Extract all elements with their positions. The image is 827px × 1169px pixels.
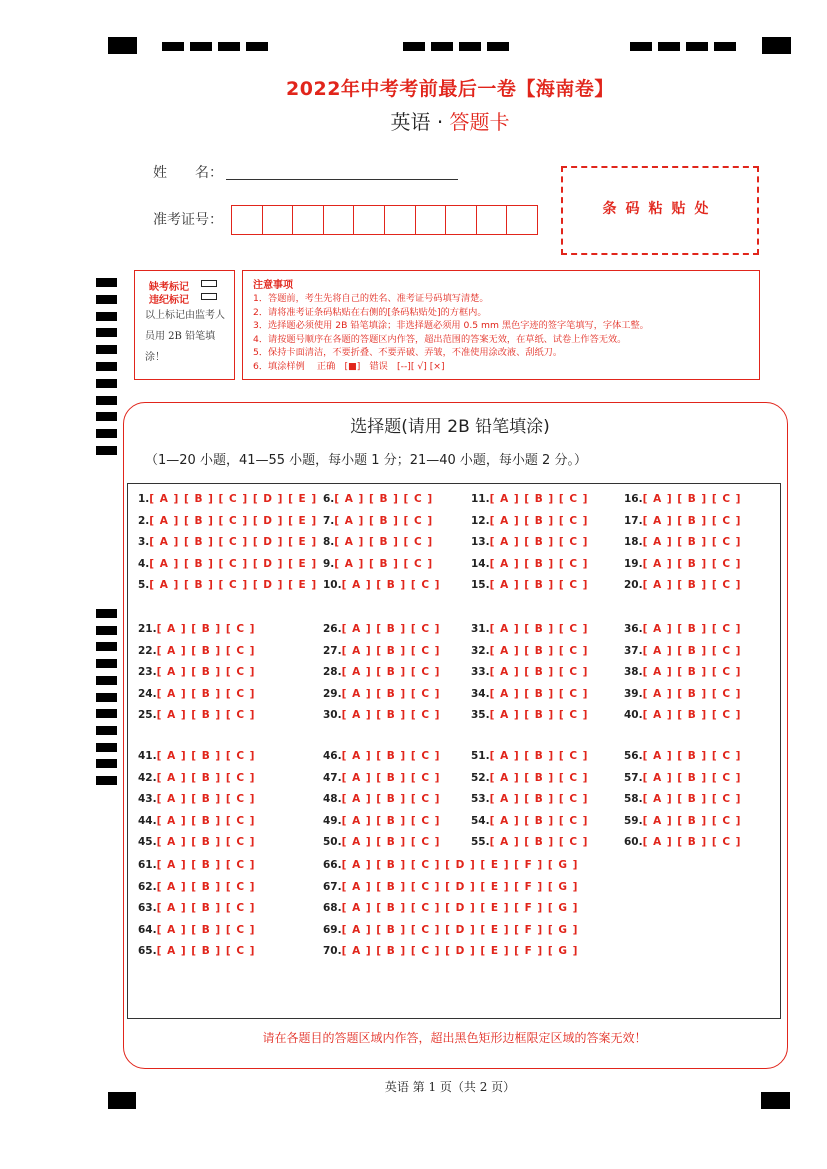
answer-options[interactable]: [ A ] [ B ] [ C ] <box>642 709 742 722</box>
timing-mark <box>762 37 791 54</box>
question-45[interactable] <box>138 836 255 848</box>
timing-mark <box>96 642 117 651</box>
question-38[interactable] <box>624 666 741 678</box>
violation-mark-square[interactable] <box>201 293 217 300</box>
answer-options[interactable]: [ A ] [ B ] [ C ] <box>642 836 742 849</box>
answer-options[interactable]: [ A ] [ B ] [ C ] <box>156 687 256 700</box>
answer-options[interactable]: [ A ] [ B ] [ C ] <box>642 514 742 527</box>
question-number: 45. <box>138 836 157 849</box>
question-13[interactable] <box>471 536 588 548</box>
question-number: 62. <box>138 880 157 893</box>
answer-options[interactable]: [ A ] [ B ] [ C ] <box>156 859 256 871</box>
answer-options[interactable]: [ A ] [ B ] [ C ] <box>489 836 589 849</box>
question-number: 17. <box>624 514 643 527</box>
timing-mark <box>658 42 680 51</box>
absent-mark-square[interactable] <box>201 280 217 287</box>
question-number: 36. <box>624 623 643 635</box>
answer-options[interactable]: [ A ] [ B ] [ C ] <box>642 793 742 806</box>
question-36[interactable] <box>624 623 741 635</box>
question-25[interactable] <box>138 709 255 721</box>
question-number: 35. <box>471 709 490 722</box>
question-70[interactable] <box>323 945 578 957</box>
id-digit-box[interactable] <box>507 206 537 234</box>
question-17[interactable] <box>624 515 741 527</box>
question-number: 53. <box>471 793 490 806</box>
answer-options[interactable]: [ A ] [ B ] [ C ] <box>156 923 256 936</box>
answer-options[interactable]: [ A ] [ B ] [ C ] <box>341 687 441 700</box>
question-65[interactable] <box>138 945 255 957</box>
id-digit-box[interactable] <box>263 206 294 234</box>
question-number: 13. <box>471 536 490 549</box>
question-26[interactable] <box>323 623 440 635</box>
id-digit-box[interactable] <box>385 206 416 234</box>
question-number: 61. <box>138 859 157 871</box>
question-63[interactable] <box>138 902 255 914</box>
id-digit-box[interactable] <box>416 206 447 234</box>
answer-options[interactable]: [ A ] [ B ] [ C ] <box>642 493 742 505</box>
question-number: 19. <box>624 557 643 570</box>
timing-mark <box>190 42 212 51</box>
id-digit-box[interactable] <box>324 206 355 234</box>
answer-options[interactable]: [ A ] [ B ] [ C ] <box>334 493 434 505</box>
answer-options[interactable]: [ A ] [ B ] [ C ] <box>642 557 742 570</box>
question-67[interactable] <box>323 881 578 893</box>
absent-label: 缺考标记 <box>149 282 189 293</box>
question-number: 18. <box>624 536 643 549</box>
answer-options[interactable]: [ A ] [ B ] [ C ] <box>156 880 256 893</box>
timing-mark <box>431 42 453 51</box>
answer-options[interactable]: [ A ] [ B ] [ C ] <box>341 750 441 762</box>
question-15[interactable] <box>471 579 588 591</box>
question-number: 2. <box>138 514 150 527</box>
notes-title: 注意事项 <box>253 280 293 291</box>
question-number: 48. <box>323 793 342 806</box>
question-21[interactable] <box>138 623 255 635</box>
question-number: 30. <box>323 709 342 722</box>
question-19[interactable] <box>624 558 741 570</box>
answer-options[interactable]: [ A ] [ B ] [ C ] [ D ] [ E ] [ F ] [ G ] <box>341 945 579 958</box>
answer-options[interactable]: [ A ] [ B ] [ C ] <box>489 514 589 527</box>
timing-mark <box>96 295 117 304</box>
question-46[interactable] <box>323 750 440 762</box>
question-18[interactable] <box>624 536 741 548</box>
answer-options[interactable]: [ A ] [ B ] [ C ] <box>489 709 589 722</box>
answer-options[interactable]: [ A ] [ B ] [ C ] <box>341 666 441 679</box>
warning-text: 请在各题目的答题区域内作答，超出黑色矩形边框限定区域的答案无效！ <box>262 1031 647 1045</box>
question-16[interactable] <box>624 493 741 505</box>
answer-options[interactable]: [ A ] [ B ] [ C ] <box>341 623 441 635</box>
question-62[interactable] <box>138 881 255 893</box>
question-43[interactable] <box>138 793 255 805</box>
question-39[interactable] <box>624 688 741 700</box>
question-8[interactable] <box>323 536 433 548</box>
notes-item: 6．填涂样例 正确 [■] 错误 [--][ √] [×] <box>253 360 445 372</box>
question-68[interactable] <box>323 902 578 914</box>
question-number: 12. <box>471 514 490 527</box>
answer-options[interactable]: [ A ] [ B ] [ C ] <box>156 644 256 657</box>
question-50[interactable] <box>323 836 440 848</box>
answer-options[interactable]: [ A ] [ B ] [ C ] <box>156 902 256 915</box>
question-number: 26. <box>323 623 342 635</box>
question-42[interactable] <box>138 772 255 784</box>
question-number: 60. <box>624 836 643 849</box>
answer-options[interactable]: [ A ] [ B ] [ C ] <box>341 579 441 592</box>
question-53[interactable] <box>471 793 588 805</box>
question-number: 10. <box>323 579 342 592</box>
answer-options[interactable]: [ A ] [ B ] [ C ] <box>341 771 441 784</box>
answer-options[interactable]: [ A ] [ B ] [ C ] <box>489 623 589 635</box>
timing-mark <box>96 362 117 371</box>
timing-mark <box>108 37 137 54</box>
answer-options[interactable]: [ A ] [ B ] [ C ] [ D ] [ E ] [ F ] [ G ] <box>341 923 579 936</box>
timing-mark <box>96 328 117 337</box>
question-number: 3. <box>138 536 150 549</box>
notes-item: 3．选择题必须使用 2B 铅笔填涂；非选择题必须用 0.5 mm 黑色字迹的签字笔填写，字体工整。 <box>253 320 649 332</box>
question-31[interactable] <box>471 623 588 635</box>
question-number: 54. <box>471 814 490 827</box>
question-number: 14. <box>471 557 490 570</box>
answer-options[interactable]: [ A ] [ B ] [ C ] <box>489 687 589 700</box>
id-number-boxes[interactable] <box>231 205 538 235</box>
timing-mark <box>246 42 268 51</box>
answer-options[interactable]: [ A ] [ B ] [ C ] <box>489 557 589 570</box>
id-digit-box[interactable] <box>446 206 477 234</box>
answer-options[interactable]: [ A ] [ B ] [ C ] <box>341 793 441 806</box>
section-title: 选择题(请用 2B 铅笔填涂) <box>350 417 550 437</box>
absent-note: 以上标记由监考人员用 2B 铅笔填涂！ <box>145 310 225 363</box>
id-label: 准考证号： <box>153 212 223 228</box>
id-digit-box[interactable] <box>232 206 263 234</box>
question-number: 52. <box>471 771 490 784</box>
question-number: 66. <box>323 859 342 871</box>
answer-options[interactable]: [ A ] [ B ] [ C ] <box>642 644 742 657</box>
question-4[interactable] <box>138 558 317 570</box>
timing-mark <box>96 278 117 287</box>
timing-mark <box>218 42 240 51</box>
absent-mark-box <box>134 270 235 380</box>
question-number: 57. <box>624 771 643 784</box>
question-number: 64. <box>138 923 157 936</box>
answer-options[interactable]: [ A ] [ B ] [ C ] <box>341 836 441 849</box>
notes-item: 4．请按题号顺序在各题的答题区内作答，超出范围的答案无效，在草纸、试卷上作答无效。 <box>253 333 627 345</box>
id-digit-box[interactable] <box>293 206 324 234</box>
page-title: 2022年中考考前最后一卷【海南卷】 <box>286 78 614 100</box>
question-number: 1. <box>138 493 150 505</box>
question-61[interactable] <box>138 859 255 871</box>
question-1[interactable] <box>138 493 317 505</box>
page-footer: 英语 第 1 页（共 2 页） <box>384 1080 516 1094</box>
subject-name: 英语 <box>390 110 431 134</box>
question-56[interactable] <box>624 750 741 762</box>
answer-options[interactable]: [ A ] [ B ] [ C ] <box>489 493 589 505</box>
timing-mark <box>459 42 481 51</box>
question-3[interactable] <box>138 536 317 548</box>
question-number: 6. <box>323 493 335 505</box>
question-number: 21. <box>138 623 157 635</box>
question-number: 24. <box>138 687 157 700</box>
question-number: 29. <box>323 687 342 700</box>
name-label: 姓 名： <box>153 165 223 181</box>
question-32[interactable] <box>471 645 588 657</box>
question-12[interactable] <box>471 515 588 527</box>
answer-options[interactable]: [ A ] [ B ] [ C ] <box>156 666 256 679</box>
question-23[interactable] <box>138 666 255 678</box>
answer-options[interactable]: [ A ] [ B ] [ C ] <box>642 687 742 700</box>
question-number: 68. <box>323 902 342 915</box>
question-41[interactable] <box>138 750 255 762</box>
answer-options[interactable]: [ A ] [ B ] [ C ] <box>341 709 441 722</box>
question-28[interactable] <box>323 666 440 678</box>
answer-options[interactable]: [ A ] [ B ] [ C ] <box>156 771 256 784</box>
answer-options[interactable]: [ A ] [ B ] [ C ] <box>489 793 589 806</box>
answer-options[interactable]: [ A ] [ B ] [ C ] [ D ] [ E ] <box>149 493 318 505</box>
id-digit-box[interactable] <box>477 206 508 234</box>
question-number: 9. <box>323 557 335 570</box>
question-number: 34. <box>471 687 490 700</box>
question-57[interactable] <box>624 772 741 784</box>
question-9[interactable] <box>323 558 433 570</box>
question-number: 56. <box>624 750 643 762</box>
answer-options[interactable]: [ A ] [ B ] [ C ] [ D ] [ E ] <box>149 536 318 549</box>
answer-options[interactable]: [ A ] [ B ] [ C ] <box>489 579 589 592</box>
timing-mark <box>96 743 117 752</box>
answer-options[interactable]: [ A ] [ B ] [ C ] <box>642 666 742 679</box>
timing-mark <box>96 676 117 685</box>
answer-options[interactable]: [ A ] [ B ] [ C ] <box>642 536 742 549</box>
question-number: 55. <box>471 836 490 849</box>
question-49[interactable] <box>323 815 440 827</box>
question-7[interactable] <box>323 515 433 527</box>
timing-mark <box>96 709 117 718</box>
answer-options[interactable]: [ A ] [ B ] [ C ] <box>642 771 742 784</box>
question-40[interactable] <box>624 709 741 721</box>
question-number: 38. <box>624 666 643 679</box>
answer-options[interactable]: [ A ] [ B ] [ C ] [ D ] [ E ] [ F ] [ G ] <box>341 859 579 871</box>
answer-options[interactable]: [ A ] [ B ] [ C ] [ D ] [ E ] <box>149 579 318 592</box>
question-number: 8. <box>323 536 335 549</box>
question-number: 59. <box>624 814 643 827</box>
answer-options[interactable]: [ A ] [ B ] [ C ] <box>341 814 441 827</box>
timing-mark <box>686 42 708 51</box>
answer-options[interactable]: [ A ] [ B ] [ C ] [ D ] [ E ] [ F ] [ G ] <box>341 880 579 893</box>
question-27[interactable] <box>323 645 440 657</box>
timing-mark <box>96 345 117 354</box>
timing-mark <box>96 693 117 702</box>
answer-options[interactable]: [ A ] [ B ] [ C ] <box>642 750 742 762</box>
question-number: 4. <box>138 557 150 570</box>
answer-options[interactable]: [ A ] [ B ] [ C ] <box>489 536 589 549</box>
question-number: 44. <box>138 814 157 827</box>
question-number: 46. <box>323 750 342 762</box>
question-number: 49. <box>323 814 342 827</box>
notes-item: 2．请将准考证条码粘贴在右侧的[条码粘贴处]的方框内。 <box>253 306 487 318</box>
answer-options[interactable]: [ A ] [ B ] [ C ] <box>156 836 256 849</box>
timing-mark <box>96 659 117 668</box>
timing-mark <box>96 379 117 388</box>
question-14[interactable] <box>471 558 588 570</box>
timing-mark <box>96 776 117 785</box>
question-number: 65. <box>138 945 157 958</box>
answer-options[interactable]: [ A ] [ B ] [ C ] <box>642 579 742 592</box>
timing-mark <box>96 726 117 735</box>
subtitle-dot: · <box>436 110 444 134</box>
answer-options[interactable]: [ A ] [ B ] [ C ] <box>156 793 256 806</box>
question-48[interactable] <box>323 793 440 805</box>
answer-options[interactable]: [ A ] [ B ] [ C ] [ D ] [ E ] <box>149 514 318 527</box>
card-label: 答题卡 <box>449 110 510 134</box>
question-number: 63. <box>138 902 157 915</box>
question-35[interactable] <box>471 709 588 721</box>
question-29[interactable] <box>323 688 440 700</box>
question-24[interactable] <box>138 688 255 700</box>
notes-box <box>242 270 760 380</box>
question-number: 11. <box>471 493 490 505</box>
name-field[interactable] <box>226 178 458 180</box>
question-number: 51. <box>471 750 490 762</box>
question-number: 39. <box>624 687 643 700</box>
question-58[interactable] <box>624 793 741 805</box>
question-number: 25. <box>138 709 157 722</box>
question-60[interactable] <box>624 836 741 848</box>
answer-options[interactable]: [ A ] [ B ] [ C ] <box>489 750 589 762</box>
question-47[interactable] <box>323 772 440 784</box>
timing-mark <box>96 396 117 405</box>
question-11[interactable] <box>471 493 588 505</box>
answer-options[interactable]: [ A ] [ B ] [ C ] <box>642 623 742 635</box>
question-number: 23. <box>138 666 157 679</box>
question-number: 43. <box>138 793 157 806</box>
question-22[interactable] <box>138 645 255 657</box>
question-44[interactable] <box>138 815 255 827</box>
answer-options[interactable]: [ A ] [ B ] [ C ] [ D ] [ E ] [ F ] [ G ] <box>341 902 579 915</box>
question-5[interactable] <box>138 579 317 591</box>
answer-options[interactable]: [ A ] [ B ] [ C ] <box>489 666 589 679</box>
question-number: 27. <box>323 644 342 657</box>
section-note: （1—20 小题，41—55 小题，每小题 1 分；21—40 小题，每小题 2 分。） <box>145 453 587 468</box>
question-37[interactable] <box>624 645 741 657</box>
question-51[interactable] <box>471 750 588 762</box>
answer-options[interactable]: [ A ] [ B ] [ C ] <box>334 557 434 570</box>
timing-mark <box>630 42 652 51</box>
timing-mark <box>162 42 184 51</box>
timing-mark <box>96 759 117 768</box>
question-number: 47. <box>323 771 342 784</box>
timing-mark <box>96 312 117 321</box>
question-52[interactable] <box>471 772 588 784</box>
answer-options[interactable]: [ A ] [ B ] [ C ] <box>156 750 256 762</box>
question-number: 16. <box>624 493 643 505</box>
timing-mark <box>403 42 425 51</box>
timing-mark <box>96 609 117 618</box>
question-number: 50. <box>323 836 342 849</box>
barcode-area: 条码粘贴处 <box>561 166 759 255</box>
question-6[interactable] <box>323 493 433 505</box>
question-30[interactable] <box>323 709 440 721</box>
question-number: 5. <box>138 579 150 592</box>
question-66[interactable] <box>323 859 578 871</box>
question-number: 41. <box>138 750 157 762</box>
answer-options[interactable]: [ A ] [ B ] [ C ] <box>642 814 742 827</box>
question-55[interactable] <box>471 836 588 848</box>
answer-options[interactable]: [ A ] [ B ] [ C ] <box>156 623 256 635</box>
question-20[interactable] <box>624 579 741 591</box>
answer-options[interactable]: [ A ] [ B ] [ C ] <box>489 771 589 784</box>
question-34[interactable] <box>471 688 588 700</box>
answer-options[interactable]: [ A ] [ B ] [ C ] <box>156 814 256 827</box>
answer-options[interactable]: [ A ] [ B ] [ C ] [ D ] [ E ] <box>149 557 318 570</box>
question-33[interactable] <box>471 666 588 678</box>
question-number: 7. <box>323 514 335 527</box>
question-69[interactable] <box>323 924 578 936</box>
question-number: 69. <box>323 923 342 936</box>
question-number: 15. <box>471 579 490 592</box>
question-number: 32. <box>471 644 490 657</box>
question-number: 42. <box>138 771 157 784</box>
question-number: 20. <box>624 579 643 592</box>
question-number: 58. <box>624 793 643 806</box>
page-subtitle <box>0 106 827 135</box>
question-number: 37. <box>624 644 643 657</box>
question-10[interactable] <box>323 579 440 591</box>
timing-mark <box>96 446 117 455</box>
question-number: 31. <box>471 623 490 635</box>
question-number: 40. <box>624 709 643 722</box>
question-2[interactable] <box>138 515 317 527</box>
question-number: 22. <box>138 644 157 657</box>
answer-options[interactable]: [ A ] [ B ] [ C ] <box>489 814 589 827</box>
timing-mark <box>714 42 736 51</box>
question-64[interactable] <box>138 924 255 936</box>
answer-options[interactable]: [ A ] [ B ] [ C ] <box>334 514 434 527</box>
answer-options[interactable]: [ A ] [ B ] [ C ] <box>156 945 256 958</box>
answer-options[interactable]: [ A ] [ B ] [ C ] <box>156 709 256 722</box>
answer-options[interactable]: [ A ] [ B ] [ C ] <box>489 644 589 657</box>
timing-mark <box>96 626 117 635</box>
question-number: 33. <box>471 666 490 679</box>
id-digit-box[interactable] <box>354 206 385 234</box>
timing-mark <box>487 42 509 51</box>
question-59[interactable] <box>624 815 741 827</box>
answer-options[interactable]: [ A ] [ B ] [ C ] <box>334 536 434 549</box>
notes-item: 5．保持卡面清洁，不要折叠、不要弄破、弄皱，不准使用涂改液、刮纸刀。 <box>253 347 563 359</box>
question-number: 67. <box>323 880 342 893</box>
answer-grid <box>127 483 781 1019</box>
question-number: 70. <box>323 945 342 958</box>
question-54[interactable] <box>471 815 588 827</box>
question-number: 28. <box>323 666 342 679</box>
violation-label: 违纪标记 <box>149 295 189 306</box>
notes-item: 1．答题前，考生先将自己的姓名、准考证号码填写清楚。 <box>253 293 489 304</box>
answer-options[interactable]: [ A ] [ B ] [ C ] <box>341 644 441 657</box>
